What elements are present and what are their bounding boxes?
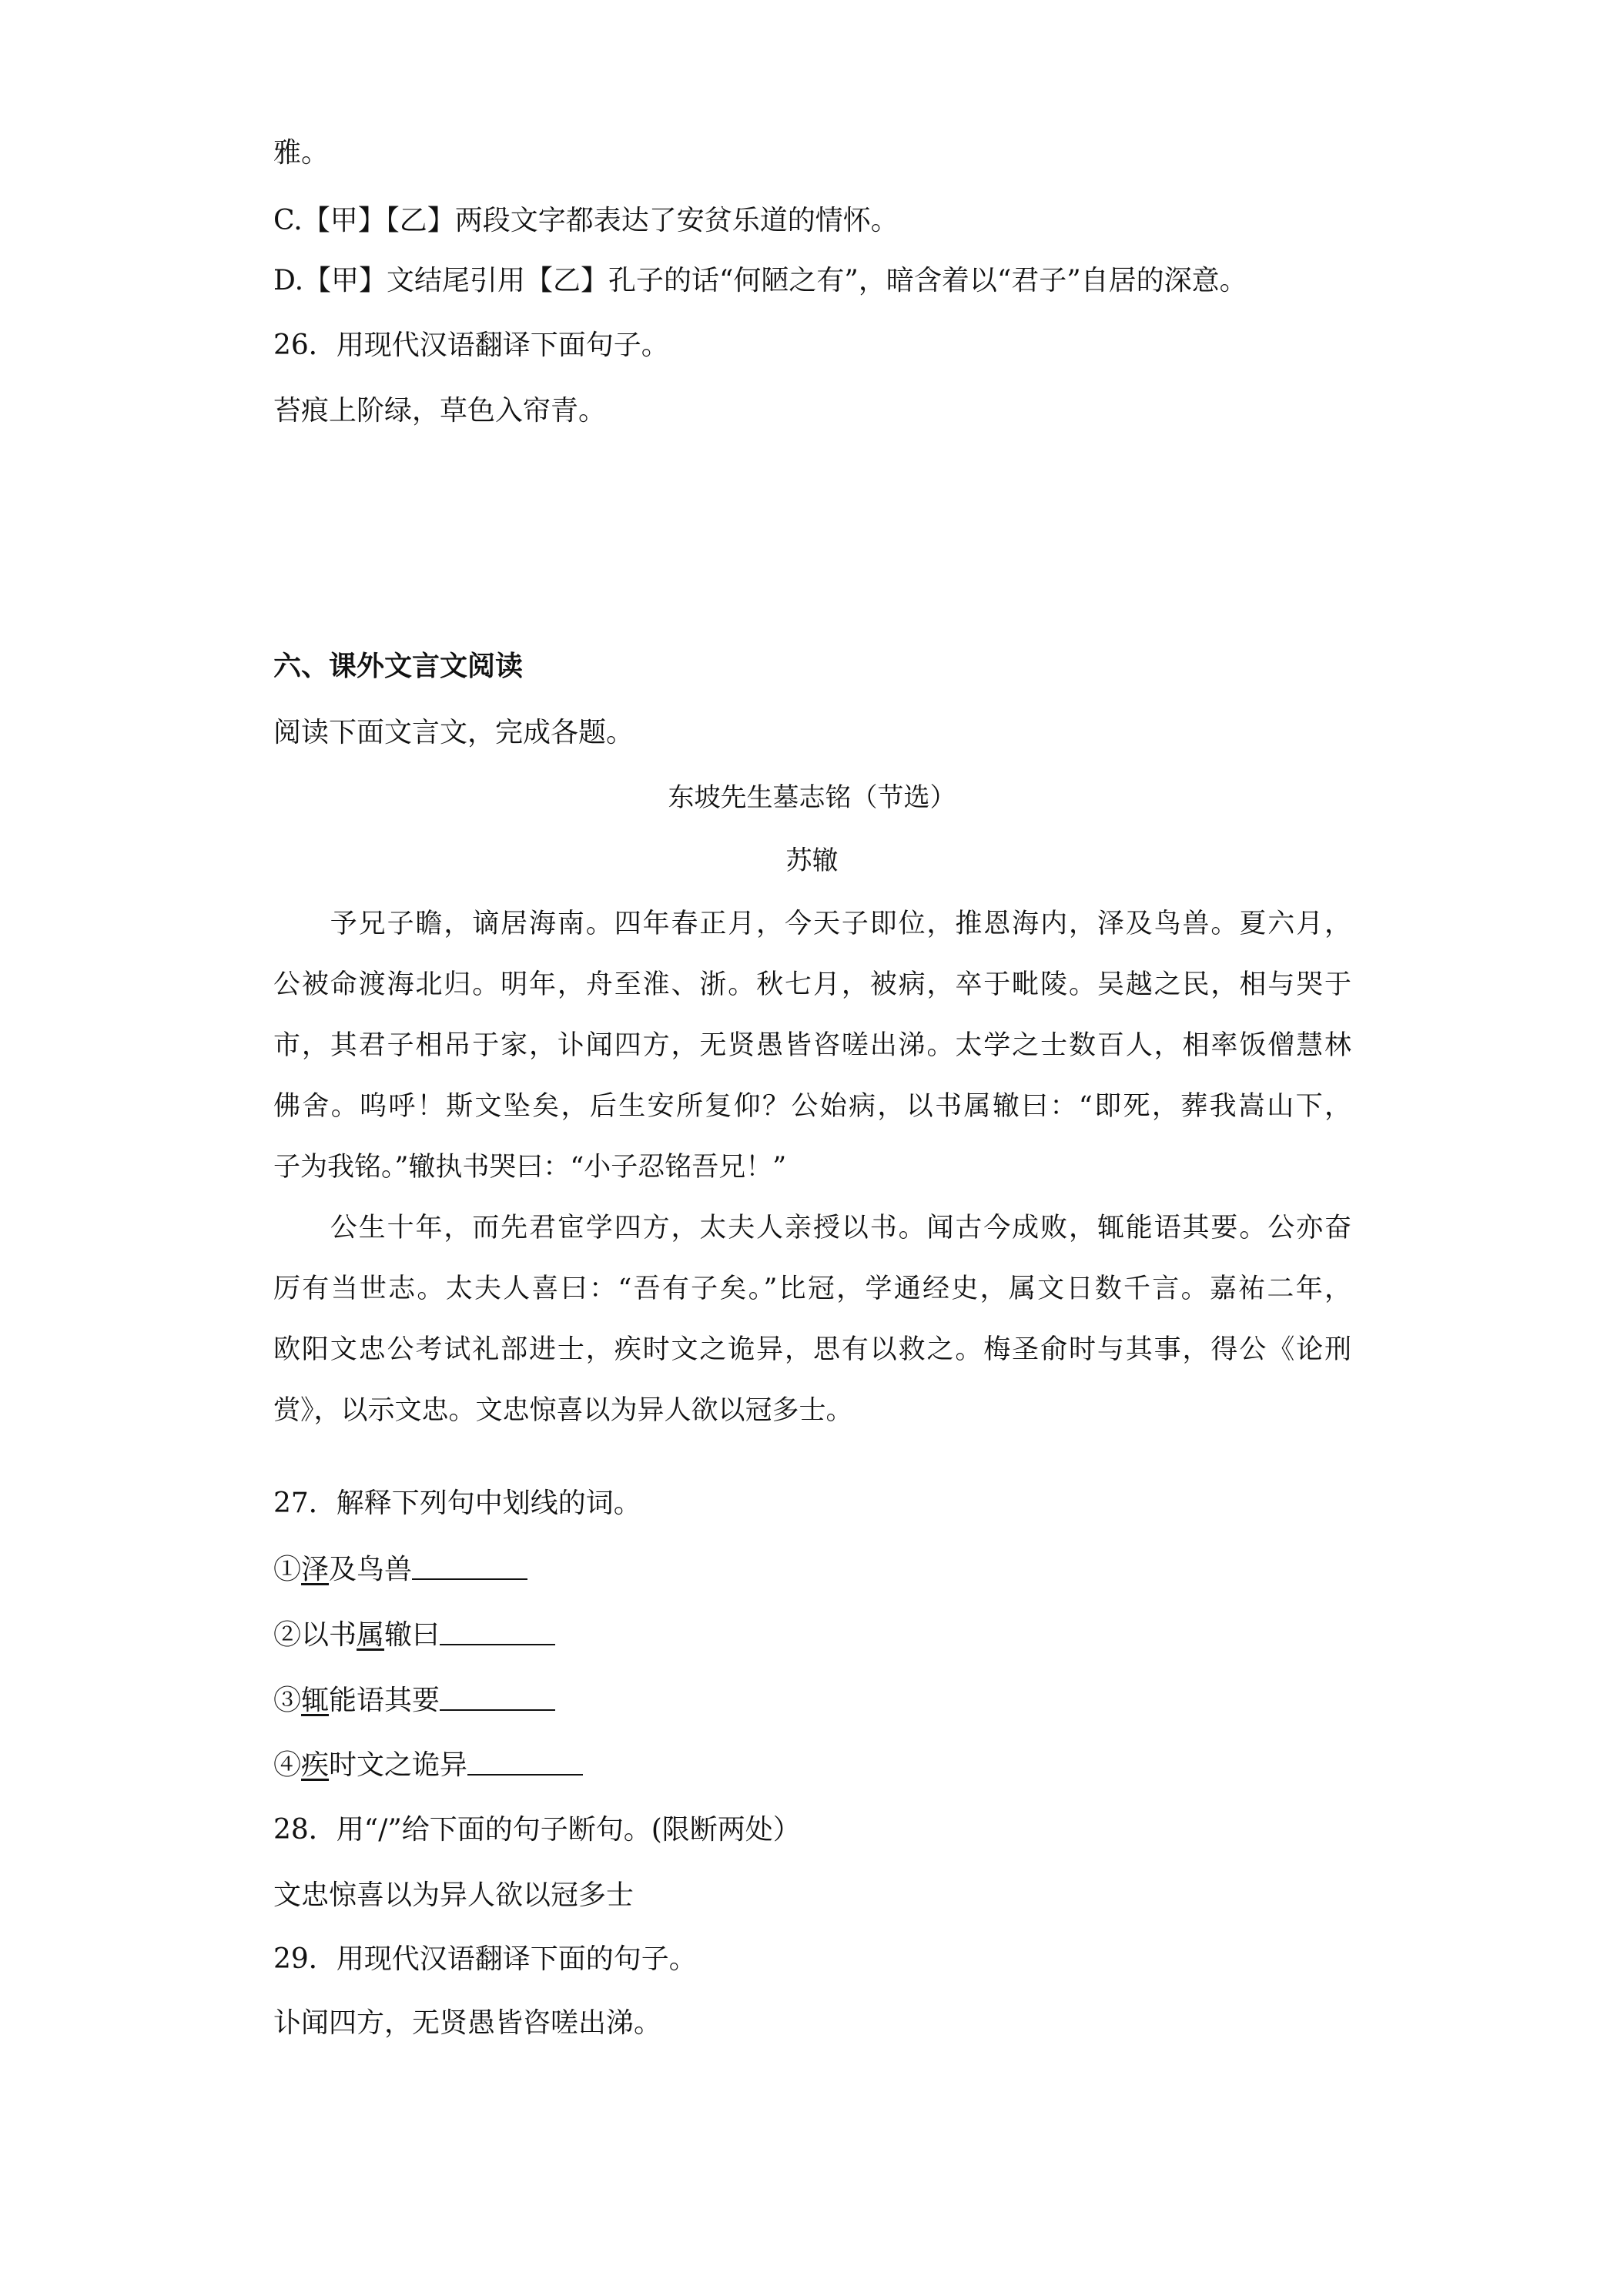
q27-item-2 xyxy=(273,1618,555,1653)
underlined-word: 泽 xyxy=(301,1554,330,1585)
passage-line: 公被命渡海北归。明年，舟至淮、浙。秋七月，被病，卒于毗陵。吴越之民，相与哭于 xyxy=(273,969,1351,1000)
answer-blank[interactable] xyxy=(440,1619,555,1645)
question-26-sentence: 苔痕上阶绿，草色入帘青。 xyxy=(273,395,607,427)
passage-line: 佛舍。呜呼！斯文坠矣，后生安所复仰？公始病，以书属辙曰：“即死，葬我嵩山下， xyxy=(273,1091,1351,1122)
underlined-word: 属 xyxy=(357,1619,385,1651)
item-number: ④ xyxy=(273,1749,302,1781)
passage-title: 东坡先生墓志铭（节选） xyxy=(668,782,956,813)
item-text: 辙曰 xyxy=(384,1619,440,1651)
section-heading: 六、课外文言文阅读 xyxy=(273,651,524,682)
answer-blank[interactable] xyxy=(467,1749,583,1776)
underlined-word: 疾 xyxy=(301,1749,330,1781)
q27-item-1 xyxy=(273,1552,527,1588)
passage-paragraph-2 xyxy=(273,1198,1351,1441)
passage-line: 予兄子瞻，谪居海南。四年春正月，今天子即位，推恩海内，泽及鸟兽。夏六月， xyxy=(273,909,1351,939)
passage-author: 苏辙 xyxy=(785,845,839,876)
q27-item-3 xyxy=(273,1683,555,1719)
option-c: C.【甲】【乙】两段文字都表达了安贫乐道的情怀。 xyxy=(273,205,899,236)
section-instruction: 阅读下面文言文，完成各题。 xyxy=(273,717,635,748)
item-number: ① xyxy=(273,1554,302,1585)
passage-line: 子为我铭。”辙执书哭曰：“小子忍铭吾兄！” xyxy=(273,1152,787,1183)
passage-line: 公生十年，而先君宦学四方，太夫人亲授以书。闻古今成败，辄能语其要。公亦奋 xyxy=(273,1213,1351,1243)
item-number: ③ xyxy=(273,1685,302,1716)
question-29: 29．用现代汉语翻译下面的句子。 xyxy=(273,1943,697,1975)
option-d: D.【甲】文结尾引用【乙】孔子的话“何陋之有”，暗含着以“君子”自居的深意。 xyxy=(273,265,1247,296)
passage-line: 厉有当世志。太夫人喜曰：“吾有子矣。”比冠，学通经史，属文日数千言。嘉祐二年， xyxy=(273,1274,1351,1304)
passage-line: 市，其君子相吊于家，讣闻四方，无贤愚皆咨嗟出涕。太学之士数百人，相率饭僧慧林 xyxy=(273,1030,1351,1061)
answer-blank[interactable] xyxy=(412,1554,527,1580)
item-text: 能语其要 xyxy=(329,1685,440,1716)
answer-blank[interactable] xyxy=(440,1685,555,1711)
question-28-sentence: 文忠惊喜以为异人欲以冠多士 xyxy=(273,1879,635,1911)
passage-line: 赏》，以示文忠。文忠惊喜以为异人欲以冠多士。 xyxy=(273,1395,853,1426)
question-29-sentence: 讣闻四方，无贤愚皆咨嗟出涕。 xyxy=(273,2007,662,2039)
q27-item-4 xyxy=(273,1748,583,1783)
item-text: 及鸟兽 xyxy=(329,1554,413,1585)
passage-paragraph-1 xyxy=(273,894,1351,1198)
item-number: ② xyxy=(273,1619,302,1651)
passage-line: 欧阳文忠公考试礼部进士，疾时文之诡异，思有以救之。梅圣俞时与其事，得公《论刑 xyxy=(273,1334,1351,1365)
question-27: 27．解释下列句中划线的词。 xyxy=(273,1488,641,1519)
item-text: 时文之诡异 xyxy=(329,1749,468,1781)
continued-text: 雅。 xyxy=(273,137,330,169)
underlined-word: 辄 xyxy=(301,1685,330,1716)
question-26: 26．用现代汉语翻译下面句子。 xyxy=(273,330,669,361)
question-28: 28．用“/”给下面的句子断句。(限断两处） xyxy=(273,1814,801,1846)
item-text: 以书 xyxy=(301,1619,357,1651)
